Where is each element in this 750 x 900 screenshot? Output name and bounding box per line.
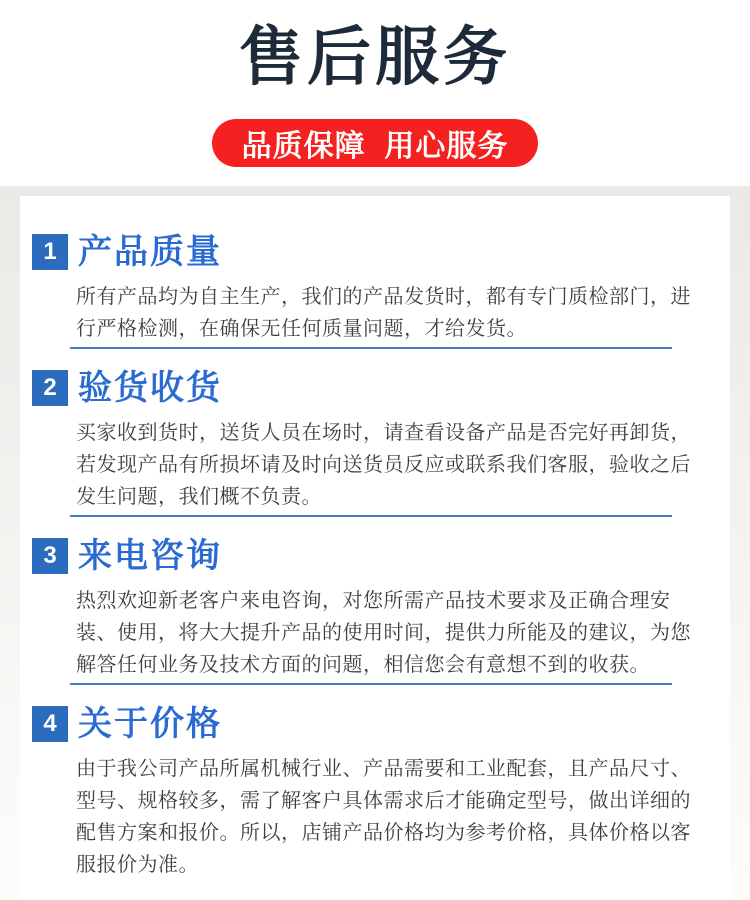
section-header [32,706,712,742]
section-header [32,234,712,270]
section-title: 验货收货 [78,368,222,407]
section-body: 所有产品均为自主生产，我们的产品发货时，都有专门质检部门，进行严格检测，在确保无任何质量问题，才给发货。 [76,285,691,340]
section-header [32,538,712,574]
section-number-badge: 2 [32,370,68,406]
section-inspection-receiving [32,370,712,517]
section-divider [70,683,672,685]
section-header [32,370,712,406]
quality-banner [212,119,539,167]
service-card [20,196,730,900]
page-header [0,0,750,186]
section-product-quality [32,234,712,349]
section-title: 关于价格 [78,704,222,743]
section-divider [70,515,672,517]
section-divider [70,347,672,349]
quality-banner-text: 品质保障 用心服务 [241,129,509,163]
page-title: 售后服务 [239,21,511,93]
section-number-badge: 1 [32,234,68,270]
section-title: 来电咨询 [78,536,222,575]
section-body: 买家收到货时，送货人员在场时，请查看设备产品是否完好再卸货，若发现产品有所损坏请及时向送货员反应或联系我们客服，验收之后发生问题，我们概不负责。 [76,421,691,508]
section-about-pricing [32,706,712,881]
section-phone-consultation [32,538,712,685]
section-body: 由于我公司产品所属机械行业、产品需要和工业配套，且产品尺寸、型号、规格较多，需了解客户具体需求后才能确定型号，做出详细的配售方案和报价。所以，店铺产品价格均为参考价格，具体价格以客服报价为准。 [76,757,691,876]
section-title: 产品质量 [78,232,222,271]
section-number-badge: 3 [32,538,68,574]
content-frame [0,186,750,900]
section-number-badge: 4 [32,706,68,742]
section-body: 热烈欢迎新老客户来电咨询，对您所需产品技术要求及正确合理安装、使用，将大大提升产品的使用时间，提供力所能及的建议，为您解答任何业务及技术方面的问题，相信您会有意想不到的收获。 [76,589,691,676]
